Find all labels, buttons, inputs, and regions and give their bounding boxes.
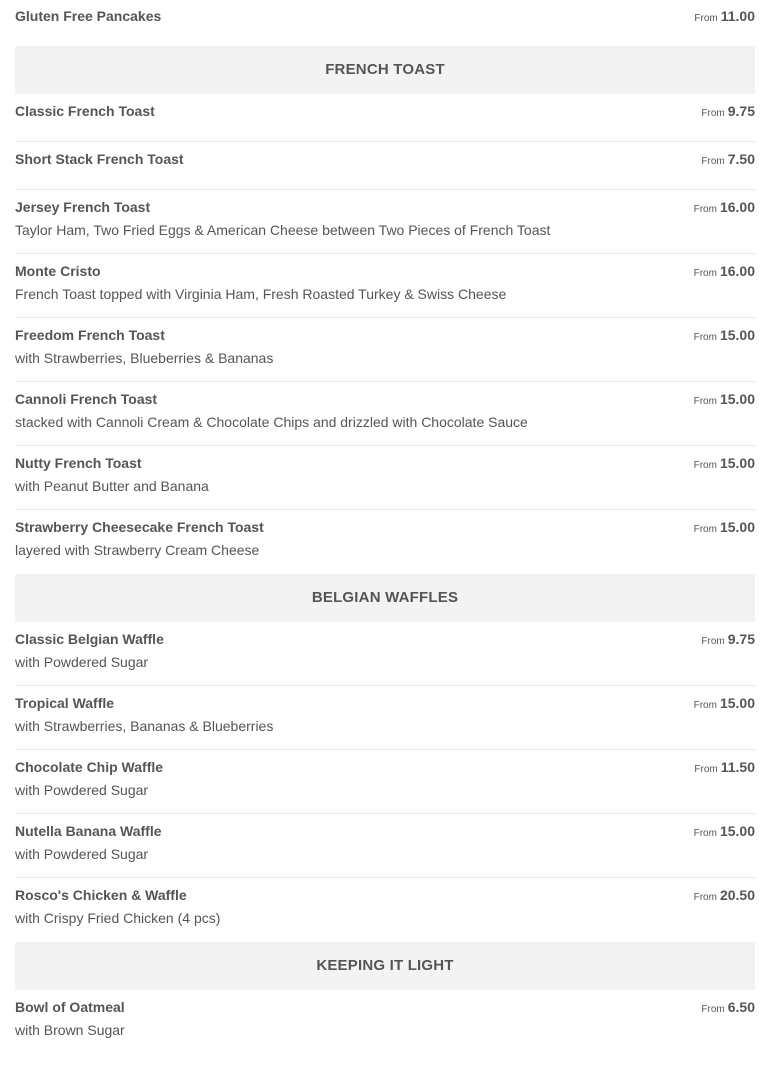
price-amount: 16.00 [719,263,755,279]
menu-item-freedom-french-toast[interactable] [15,318,755,382]
price-amount: 20.50 [719,887,755,903]
price-from-label: From [693,460,717,471]
price-amount: 16.00 [719,199,755,215]
item-price [701,103,755,121]
item-price [694,391,755,409]
item-name: Jersey French Toast [15,199,151,215]
price-from-label: From [693,204,717,215]
menu-item-tropical-waffle[interactable] [15,686,755,750]
item-name: Chocolate Chip Waffle [15,759,164,775]
price-from-label: From [693,268,717,279]
price-from-label: From [693,396,717,407]
menu-item-strawberry-cheesecake-french-toast[interactable] [15,510,755,574]
item-description: Taylor Ham, Two Fried Eggs & American Cheese between Two Pieces of French Toast [15,222,551,238]
menu-item-nutella-banana-waffle[interactable] [15,814,755,878]
price-from-label: From [701,156,725,167]
section-header-belgian-waffles: BELGIAN WAFFLES [15,574,755,622]
section-header-keeping-it-light: KEEPING IT LIGHT [15,942,755,990]
item-price [701,999,755,1017]
item-price [701,631,755,649]
menu-item-cannoli-french-toast[interactable] [15,382,755,446]
price-from-label: From [693,892,717,903]
item-description: layered with Strawberry Cream Cheese [15,542,260,558]
item-price [694,695,755,713]
menu-list [15,0,755,1054]
price-amount: 7.50 [727,151,755,167]
item-description: with Crispy Fried Chicken (4 pcs) [15,910,221,926]
item-price [694,519,755,537]
price-from-label: From [701,636,725,647]
item-description: stacked with Cannoli Cream & Chocolate Chips and drizzled with Chocolate Sauce [15,414,528,430]
menu-item-short-stack-french-toast[interactable] [15,142,755,190]
item-name: Bowl of Oatmeal [15,999,125,1015]
menu-item-gluten-free-pancakes[interactable] [15,0,755,46]
item-price [694,887,755,905]
item-description: with Strawberries, Bananas & Blueberries [15,718,274,734]
price-from-label: From [701,108,725,119]
price-from-label: From [694,13,718,24]
item-description: with Peanut Butter and Banana [15,478,209,494]
item-description: with Powdered Sugar [15,846,149,862]
price-amount: 15.00 [719,455,755,471]
item-description: with Powdered Sugar [15,654,149,670]
item-price [694,759,755,777]
menu-item-classic-french-toast[interactable] [15,94,755,142]
item-name: Strawberry Cheesecake French Toast [15,519,264,535]
item-name: Freedom French Toast [15,327,165,343]
price-from-label: From [693,524,717,535]
price-amount: 15.00 [719,519,755,535]
item-description: with Powdered Sugar [15,782,149,798]
item-name: Gluten Free Pancakes [15,8,162,24]
price-amount: 15.00 [719,327,755,343]
price-amount: 15.00 [719,823,755,839]
section-header-french-toast: FRENCH TOAST [15,46,755,94]
price-amount: 9.75 [727,103,755,119]
price-amount: 15.00 [719,695,755,711]
item-price [694,327,755,345]
item-price [694,455,755,473]
menu-item-monte-cristo[interactable] [15,254,755,318]
item-name: Short Stack French Toast [15,151,184,167]
price-from-label: From [693,332,717,343]
item-name: Classic Belgian Waffle [15,631,164,647]
item-price [694,8,755,26]
menu-item-rosco-s-chicken-waffle[interactable] [15,878,755,942]
item-description: with Brown Sugar [15,1022,125,1038]
price-amount: 11.50 [720,759,755,775]
item-name: Nutty French Toast [15,455,142,471]
item-name: Cannoli French Toast [15,391,158,407]
price-from-label: From [693,828,717,839]
price-from-label: From [694,764,718,775]
item-description: with Strawberries, Blueberries & Bananas [15,350,274,366]
price-amount: 9.75 [727,631,755,647]
price-amount: 6.50 [727,999,755,1015]
price-amount: 11.00 [720,8,755,24]
item-name: Tropical Waffle [15,695,115,711]
price-amount: 15.00 [719,391,755,407]
menu-item-chocolate-chip-waffle[interactable] [15,750,755,814]
item-name: Nutella Banana Waffle [15,823,162,839]
menu-item-classic-belgian-waffle[interactable] [15,622,755,686]
price-from-label: From [701,1004,725,1015]
menu-item-jersey-french-toast[interactable] [15,190,755,254]
item-price [694,823,755,841]
menu-item-bowl-of-oatmeal[interactable] [15,990,755,1054]
menu-item-nutty-french-toast[interactable] [15,446,755,510]
item-price [694,263,755,281]
price-from-label: From [693,700,717,711]
item-price [694,199,755,217]
item-name: Rosco's Chicken & Waffle [15,887,187,903]
item-name: Classic French Toast [15,103,155,119]
item-name: Monte Cristo [15,263,101,279]
item-price [701,151,755,169]
item-description: French Toast topped with Virginia Ham, Fresh Roasted Turkey & Swiss Cheese [15,286,507,302]
